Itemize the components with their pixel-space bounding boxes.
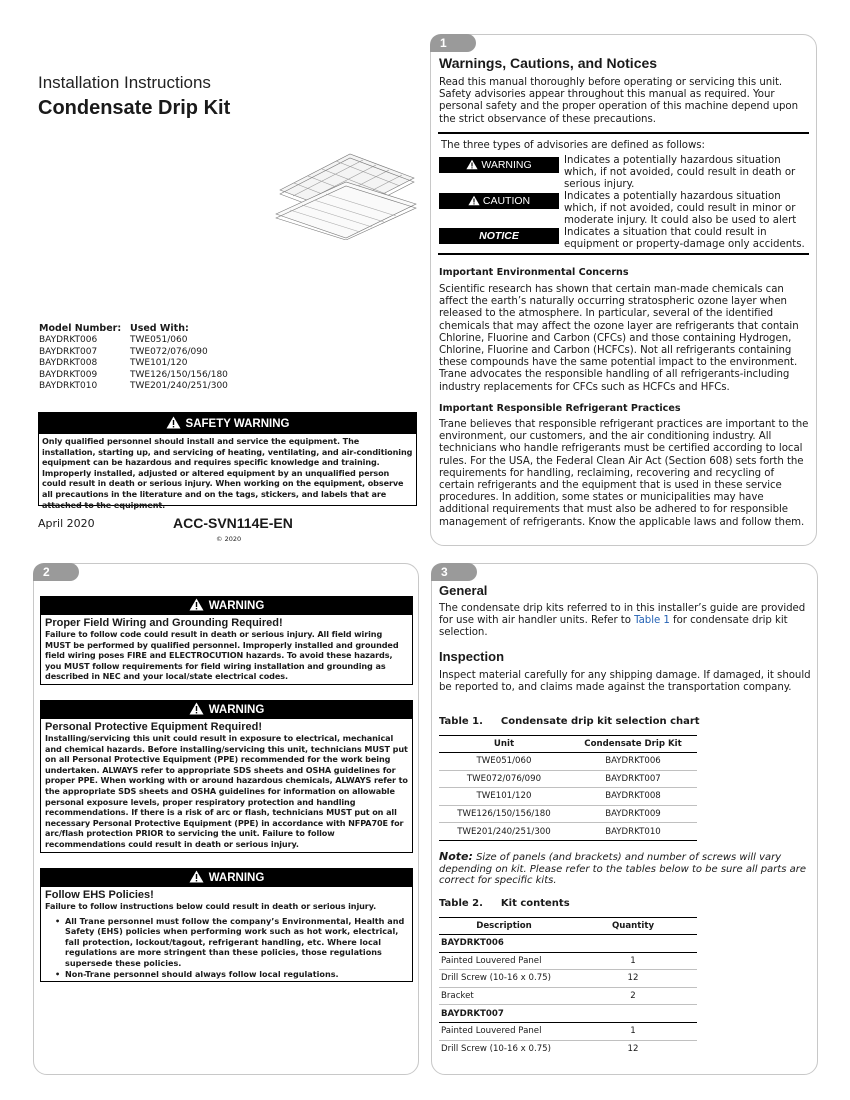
used-cell: TWE051/060: [130, 335, 188, 345]
used-cell: TWE072/076/090: [130, 346, 208, 357]
safety-warning-text: Only qualified personnel should install and service the equipment. The installation, starting up, and servicing of heating, ventilating, and air-conditioning equipment can be hazardous and requires specific knowledge and training. Improperly installed, adjusted or altered equipment by an unqualified person could result in death or serious injury. When working on the equipment, observe all precautions in the literature and on the tags, stickers, and labels that are attached to the equipment.: [42, 436, 413, 510]
divider: [438, 253, 809, 255]
note: [439, 851, 811, 887]
table-row: [439, 970, 697, 988]
drip-kit-illustration: [272, 148, 420, 240]
table-caption-text: Kit contents: [500, 898, 570, 909]
copyright: © 2020: [216, 535, 242, 543]
warning-label: [439, 157, 559, 173]
unit-cell: TWE051/060: [439, 753, 569, 771]
column-header: Quantity: [569, 918, 697, 935]
quantity-cell: 2: [569, 987, 697, 1005]
quantity-cell: 12: [569, 970, 697, 988]
page-number-tab: 3: [431, 563, 477, 581]
table-caption-text: Condensate drip kit selection chart: [500, 716, 700, 727]
document-number: ACC-SVN114E-EN: [173, 515, 293, 531]
table-row: [439, 823, 697, 841]
ehs-bullet-list: [41, 914, 412, 982]
unit-cell: TWE072/076/090: [439, 770, 569, 788]
advisory-types-intro: The three types of advisories are defined as follows:: [441, 140, 705, 151]
table-1-caption: [439, 716, 700, 727]
warning-box-ehs: [40, 868, 413, 982]
table-row: [39, 335, 289, 347]
table-group-row: [439, 935, 697, 953]
warning-bar-label: WARNING: [208, 704, 265, 716]
publication-date: April 2020: [38, 517, 95, 530]
kit-contents-table: [439, 917, 697, 1058]
kit-cell: BAYDRKT006: [569, 753, 697, 771]
warning-definition: Indicates a potentially hazardous situation which, if not avoided, could result in death or serious injury.: [564, 155, 796, 191]
safety-warning-box: [38, 412, 417, 510]
section-title-inspection: Inspection: [439, 649, 505, 664]
warning-bar: [41, 701, 412, 719]
warning-text: Failure to follow instructions below could result in death or serious injury.: [45, 901, 377, 911]
warning-triangle-icon: [189, 870, 204, 883]
table-row: [39, 381, 289, 393]
doc-subtitle: Installation Instructions: [38, 73, 211, 92]
table-row: [439, 1022, 697, 1040]
table-number: Table 1.: [439, 716, 483, 727]
warning-triangle-icon: [466, 159, 478, 170]
table-2-caption: [439, 898, 570, 909]
divider: [438, 132, 809, 134]
model-cell: BAYDRKT009: [39, 369, 98, 380]
used-cell: TWE101/120: [130, 358, 188, 368]
table-row: [39, 370, 289, 382]
description-cell: Painted Louvered Panel: [439, 1022, 569, 1040]
description-cell: Painted Louvered Panel: [439, 952, 569, 970]
table-row: [439, 753, 697, 771]
table-number: Table 2.: [439, 898, 483, 909]
list-item: • Non-Trane personnel should always follow local regulations.: [53, 969, 408, 980]
notice-label-text: NOTICE: [479, 230, 519, 242]
quantity-cell: 12: [627, 1044, 639, 1055]
used-cell: TWE201/240/251/300: [130, 381, 228, 391]
warning-box-wiring: [40, 596, 413, 685]
column-header: Description: [439, 918, 569, 935]
section-title-general: General: [439, 583, 488, 598]
description-cell: Drill Screw (10-16 x 0.75): [441, 1044, 551, 1055]
selection-chart-table: [439, 735, 697, 841]
warning-triangle-icon: [189, 702, 204, 715]
model-number-header: Model Number:: [39, 323, 122, 334]
caution-label: [439, 193, 559, 209]
env-concerns-text: Scientific research has shown that certain man-made chemicals can affect the earth’s naturally occurring stratospheric ozone layer when released to the atmosphere. In particular, several of the identified chemicals that may affect the ozone layer are refrigerants that contain Chlorine, Fluorine and Carbon (CFCs) and those containing Hydrogen, Chlorine, Fluorine and Carbon (HCFCs). Not all refrigerants containing these compounds have the same potential impact to the environment. Trane advocates the responsible handling of all refrigerants-including industry replacements for CFCs such as HCFCs and HFCs.: [439, 284, 799, 393]
table-row: [439, 987, 697, 1005]
note-text: Size of panels (and brackets) and number of screws will vary depending on kit. Please refer to the tables below to be sure all parts are correct for specific kits.: [439, 852, 806, 886]
warnings-intro: Read this manual thoroughly before operating or servicing this unit. Safety advisories appear throughout this manual as required. Your personal safety and the proper operation of this machine depend upon the strict observance of these precautions.: [439, 77, 798, 125]
kit-group-label: BAYDRKT007: [439, 1005, 697, 1023]
unit-cell: TWE126/150/156/180: [439, 805, 569, 823]
general-text: [439, 603, 811, 640]
page-number-tab: 2: [33, 563, 79, 581]
warning-heading: Follow EHS Policies!: [45, 889, 154, 901]
model-cell: BAYDRKT008: [39, 358, 98, 368]
model-number-table: [39, 323, 289, 393]
warning-triangle-icon: [189, 598, 204, 611]
column-header: Condensate Drip Kit: [569, 736, 697, 753]
description-cell: Drill Screw (10-16 x 0.75): [439, 970, 569, 988]
inspection-text: Inspect material carefully for any shipping damage. If damaged, it should be reported to, and claims made against the transportation company.: [439, 670, 811, 694]
warning-bar-label: WARNING: [208, 600, 265, 612]
kit-cell: BAYDRKT008: [569, 788, 697, 806]
notice-label: [439, 228, 559, 244]
notice-definition: Indicates a situation that could result in equipment or property-damage only accidents.: [564, 227, 805, 251]
table-row: [439, 770, 697, 788]
env-concerns-title: Important Environmental Concerns: [439, 267, 629, 278]
table-row: [39, 347, 289, 359]
column-header: Unit: [439, 736, 569, 753]
caution-label-text: CAUTION: [482, 195, 531, 207]
warning-bar: [41, 597, 412, 615]
warning-label-text: WARNING: [481, 159, 532, 171]
table-row: [439, 805, 697, 823]
warning-heading: Personal Protective Equipment Required!: [45, 721, 262, 733]
warning-triangle-icon: [166, 416, 181, 429]
refrigerant-practices-text: Trane believes that responsible refrigerant practices are important to the environment, our customers, and the air conditioning industry. All technicians who handle refrigerants must be certified according to local rules. For the USA, the Federal Clean Air Act (Section 608) sets forth the requirements for handling, reclaiming, recovering and recycling of certain refrigerants and the equipment that is used in these service procedures. In addition, some states or municipalities may have additional requirements that must also be adhered to for responsible management of refrigerants. Know the applicable laws and follow them.: [439, 419, 809, 528]
table-row: [439, 1040, 697, 1058]
warning-heading: Proper Field Wiring and Grounding Required!: [45, 617, 283, 629]
warning-bar: [41, 869, 412, 887]
table-row: [439, 788, 697, 806]
general-text-part: The condensate drip kits referred to in this installer’s guide are provided for use with air handler units. Refer to: [439, 603, 806, 627]
table-row: [439, 952, 697, 970]
caution-definition: Indicates a potentially hazardous situation which, if not avoided, could result in minor or moderate injury. It could also be used to alert: [564, 191, 797, 227]
safety-warning-bar: [39, 413, 416, 434]
warning-triangle-icon: [468, 195, 480, 206]
table-1-link[interactable]: Table 1: [634, 615, 670, 627]
model-cell: BAYDRKT010: [39, 381, 98, 391]
warning-box-ppe: [40, 700, 413, 853]
refrigerant-practices-title: Important Responsible Refrigerant Practices: [439, 403, 681, 414]
used-with-header: Used With:: [130, 323, 189, 334]
doc-title: Condensate Drip Kit: [38, 97, 231, 119]
section-title-warnings: Warnings, Cautions, and Notices: [439, 55, 658, 71]
unit-cell: TWE201/240/251/300: [439, 823, 569, 841]
safety-warning-title: SAFETY WARNING: [185, 418, 290, 430]
description-cell: Bracket: [439, 987, 569, 1005]
warning-bar-label: WARNING: [208, 872, 265, 884]
warning-text: Failure to follow code could result in death or serious injury. All field wiring MUST be performed by qualified personnel. Improperly installed and grounded field wiring poses FIRE and ELECTROCUTION hazards. To avoid these hazards, you MUST follow requirements for field wiring installation and grounding as described in NEC and your local/state electrical codes.: [45, 629, 399, 682]
quantity-cell: 1: [569, 952, 697, 970]
list-item: • All Trane personnel must follow the company’s Environmental, Health and Safety (EHS) policies when performing work such as hot work, electrical, fall protection, lockout/tagout, refrigerant handling, etc. Where local regulations are more stringent than these policies, those regulations supersede these policies.: [53, 916, 408, 969]
page-number-tab: 1: [430, 34, 476, 52]
note-label: Note:: [439, 850, 473, 863]
unit-cell: TWE101/120: [439, 788, 569, 806]
quantity-cell: 1: [569, 1022, 697, 1040]
kit-cell: BAYDRKT009: [569, 805, 697, 823]
table-row: [39, 358, 289, 370]
general-text-part: for condensate drip kit selection.: [439, 615, 788, 639]
kit-cell: BAYDRKT010: [569, 823, 697, 841]
warning-text: Installing/servicing this unit could result in exposure to electrical, mechanical and chemical hazards. Before installing/servicing this unit, technicians MUST put on all Personal Protective Equipment (PPE) recommended for the work being undertaken. ALWAYS refer to appropriate SDS sheets and OSHA guidelines for proper PPE. When working with or around hazardous chemicals, ALWAYS refer to the appropriate SDS sheets and OSHA guidelines for information on allowable personal exposure levels, proper respiratory protection and handling recommendations. If there is a risk of arc or flash, technicians MUST put on all necessary Personal Protective Equipment (PPE) in accordance with NFPA70E for arc/flash protection PRIOR to servicing the unit. Failure to follow recommendations could result in death or serious injury.: [45, 733, 408, 849]
used-cell: TWE126/150/156/180: [130, 369, 228, 380]
kit-cell: BAYDRKT007: [569, 770, 697, 788]
model-cell: BAYDRKT007: [39, 346, 98, 357]
kit-group-label: BAYDRKT006: [439, 935, 697, 953]
table-group-row: [439, 1005, 697, 1023]
model-cell: BAYDRKT006: [39, 335, 98, 345]
